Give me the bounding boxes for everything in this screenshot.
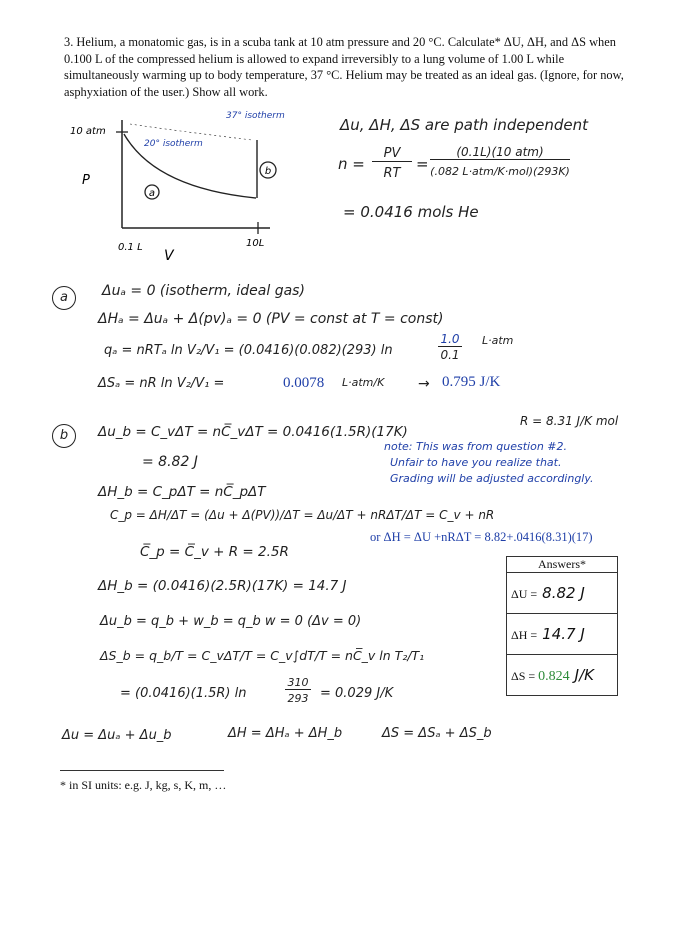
isotherm-37-curve: [130, 124, 252, 140]
b-delta-s-result: = (0.0416)(1.5R) ln: [120, 686, 247, 701]
answer-dh-cell: [507, 614, 618, 655]
b-cp: C_p = ΔH/ΔT = (Δu + Δ(PV))/ΔT = Δu/ΔT + nRΔT/ΔT = C_v + nR: [110, 508, 495, 522]
b-delta-u-heat: Δu_b = q_b + w_b = q_b w = 0 (Δv = 0): [100, 614, 362, 629]
footnote-rule: [60, 770, 224, 771]
typed-alternative: or ΔH = ΔU +nRΔT = 8.82+.0416(8.31)(17): [370, 530, 593, 544]
answer-du-value: 8.82 J: [542, 584, 585, 602]
path-independent-note: Δu, ΔH, ΔS are path independent: [340, 116, 588, 134]
n-lhs: n =: [338, 155, 365, 173]
b-delta-s-value: = 0.029 J/K: [320, 686, 394, 701]
total-delta-h: ΔH = ΔHₐ + ΔH_b: [228, 726, 343, 741]
p-high-label: 10 atm: [70, 126, 106, 137]
a-q-frac-den: 0.1: [440, 348, 460, 362]
n-result: = 0.0416 mols He: [343, 203, 479, 221]
b-frac-den: 293: [287, 692, 309, 705]
answer-ds-label: ΔS =: [511, 668, 536, 683]
v-low-label: 0.1 L: [118, 242, 143, 253]
b-delta-h: ΔH_b = C_pΔT = nC̅_pΔT: [98, 484, 266, 500]
a-q-unit: L·atm: [482, 334, 514, 347]
answer-du-cell: [507, 573, 618, 614]
isotherm-20-label: 20° isotherm: [144, 139, 203, 149]
a-delta-s-si: 0.795 J/K: [442, 374, 501, 390]
b-delta-s: ΔS_b = q_b/T = C_vΔT/T = C_v∫dT/T = nC̅_v ln T₂/T₁: [100, 648, 425, 663]
teacher-note-line1: note: This was from question #2.: [384, 440, 567, 453]
n-equals: =: [416, 155, 429, 173]
path-a-label: a: [148, 188, 156, 199]
v-axis-label: V: [164, 248, 174, 260]
answer-dh-label: ΔH =: [511, 628, 538, 642]
a-delta-h: ΔHₐ = Δuₐ + Δ(pv)ₐ = 0 (PV = const at T = const): [98, 311, 444, 327]
answer-du-label: ΔU =: [511, 587, 538, 601]
b-delta-u-result: = 8.82 J: [142, 454, 198, 470]
part-b-marker: b: [52, 424, 76, 448]
pv-diagram: [60, 100, 310, 260]
b-frac-num: 310: [285, 676, 311, 690]
v-high-label: 10L: [246, 238, 265, 249]
p-axis-label: P: [82, 173, 90, 188]
part-a-marker: a: [52, 286, 76, 310]
answer-ds-cell: [507, 655, 618, 696]
b-delta-h-result: ΔH_b = (0.0416)(2.5R)(17K) = 14.7 J: [98, 578, 347, 594]
a-delta-s-unit: L·atm/K: [342, 376, 385, 389]
answers-header: Answers*: [507, 557, 618, 573]
b-delta-u: Δu_b = C_vΔT = nC̅_vΔT = 0.0416(1.5R)(17K): [98, 424, 408, 440]
a-delta-u: Δuₐ = 0 (isotherm, ideal gas): [102, 283, 305, 299]
answer-ds-unit: J/K: [574, 665, 594, 684]
isotherm-37-label: 37° isotherm: [226, 111, 285, 121]
teacher-note-line3: Grading will be adjusted accordingly.: [390, 472, 594, 485]
n-frac2-num: (0.1L)(10 atm): [430, 145, 570, 160]
n-frac1-num: PV: [372, 146, 412, 162]
r-constant-note: R = 8.31 J/K mol: [520, 414, 619, 428]
a-delta-s: ΔSₐ = nR ln V₂/V₁ =: [98, 376, 225, 391]
answers-box: [506, 556, 618, 696]
teacher-note-line2: Unfair to have you realize that.: [390, 456, 562, 469]
a-arrow: →: [418, 376, 430, 392]
n-frac2-den: (.082 L·atm/K·mol)(293K): [430, 165, 570, 178]
answer-dh-value: 14.7 J: [542, 625, 585, 643]
problem-statement: 3. Helium, a monatomic gas, is in a scuba tank at 10 atm pressure and 20 °C. Calculate* ΔU, ΔH, and ΔS when 0.100 L of the compressed helium is allowed to expand irreversibly to a lung volume of 1.00 L while simultaneously warming up to body temperature, 37 °C. Helium may be treated as an ideal gas. (Ignore, for now, asphyxiation of the user.) Show all work.: [64, 35, 624, 99]
answer-ds-value: 0.824: [538, 668, 570, 684]
footnote: * in SI units: e.g. J, kg, s, K, m, …: [60, 778, 227, 792]
a-q: qₐ = nRTₐ ln V₂/V₁ = (0.0416)(0.082)(293) ln: [104, 343, 393, 358]
path-b-label: b: [264, 166, 272, 177]
b-cp-bar: C̅_p = C̅_v + R = 2.5R: [140, 544, 289, 560]
total-delta-s: ΔS = ΔSₐ + ΔS_b: [382, 726, 492, 741]
a-delta-s-value: 0.0078: [283, 375, 325, 391]
a-q-frac-num: 1.0: [438, 332, 462, 347]
total-delta-u: Δu = Δuₐ + Δu_b: [62, 728, 172, 743]
n-frac1-den: RT: [383, 166, 401, 181]
